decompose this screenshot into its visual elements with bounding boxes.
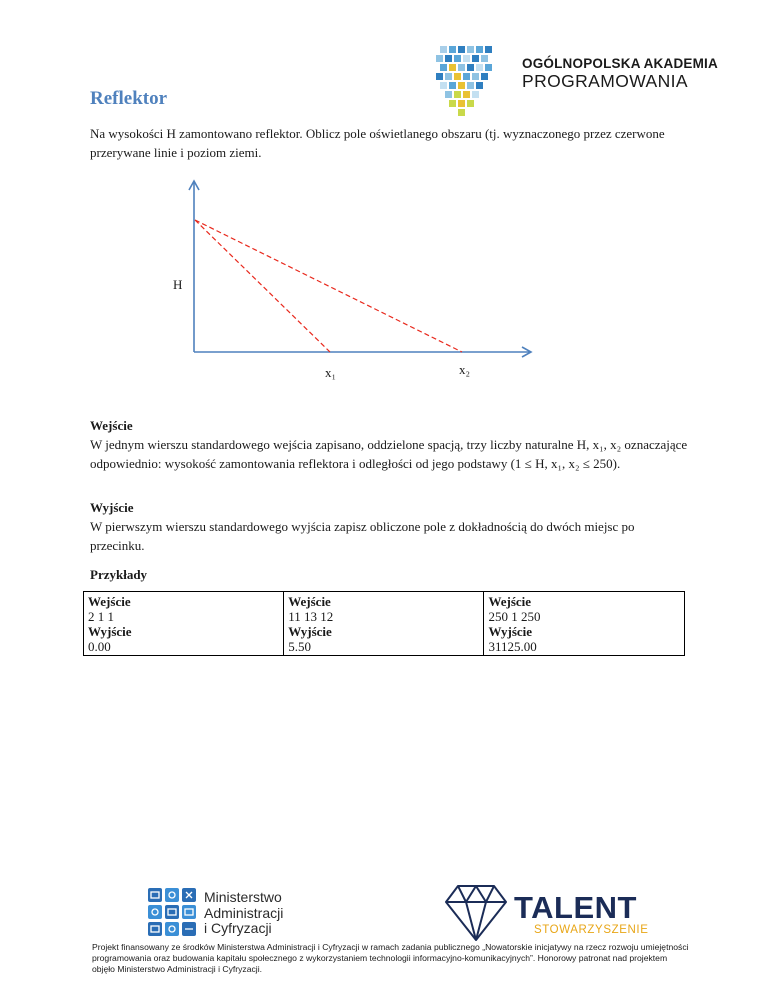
brand-line-1: OGÓLNOPOLSKA AKADEMIA <box>522 56 718 71</box>
example-cell <box>84 592 284 656</box>
example-output-value: 5.50 <box>288 639 311 654</box>
label-h: H <box>173 277 183 292</box>
example-input-label: Wejście <box>488 594 532 609</box>
input-heading: Wejście <box>90 418 133 433</box>
example-cell <box>484 592 685 656</box>
talent-logo <box>444 882 654 944</box>
page-title: Reflektor <box>90 88 168 109</box>
example-cell <box>284 592 484 656</box>
talent-association: STOWARZYSZENIE <box>534 924 649 936</box>
mosaic-logo-icon <box>436 44 496 116</box>
ministry-line: Ministerstwo <box>204 889 282 905</box>
light-line-x1 <box>195 220 330 352</box>
light-lines <box>195 220 462 352</box>
ministry-line: i Cyfryzacji <box>204 920 272 936</box>
axes <box>189 181 531 357</box>
ministry-line: Administracji <box>204 904 284 921</box>
input-description: W jednym wierszu standardowego wejścia zapisano, oddzielone spacją, trzy liczby naturalne H, x₁, x₂ oznaczające odpowiednio: wysokość zamontowania reflektora i odległości od jego podstawy (1 ≤ H, x₁, x₂ ≤ 250). <box>90 437 688 471</box>
example-output-label: Wyjście <box>288 624 332 639</box>
reflector-diagram <box>168 176 538 384</box>
funding-note: Projekt finansowany ze środków Ministerstwa Administracji i Cyfryzacji w ramach zadania publicznego „Nowatorskie inicjatywy na rzecz rozwoju umiejętności programowania oraz budowania kapitału społecznego z wykorzystaniem technologii informacyjno-komunikacyjnych”. Honorowy patronat nad projektem objęło Ministerstwo Administracji i Cyfryzacji. <box>92 942 689 974</box>
examples-heading: Przykłady <box>90 567 148 582</box>
talent-name: TALENT <box>514 890 637 925</box>
example-input-value: 250 1 250 <box>488 609 541 624</box>
akademia-logo <box>436 44 718 116</box>
example-input-label: Wejście <box>288 594 331 609</box>
label-x2: x₂ <box>459 362 471 377</box>
example-input-value: 2 1 1 <box>88 609 114 624</box>
example-output-label: Wyjście <box>88 624 132 639</box>
example-input-label: Wejście <box>88 594 131 609</box>
ministry-name <box>204 890 283 937</box>
example-output-value: 31125.00 <box>488 639 537 654</box>
output-heading: Wyjście <box>90 500 134 515</box>
brand-line-2: PROGRAMOWANIA <box>522 71 688 91</box>
examples-table <box>83 591 685 656</box>
ministry-grid-icon <box>148 888 196 938</box>
label-x1: x₁ <box>325 365 337 380</box>
example-output-value: 0.00 <box>88 639 111 654</box>
output-description: W pierwszym wierszu standardowego wyjścia zapisz obliczone pole z dokładnością do dwóch miejsc po przecinku. <box>90 519 635 553</box>
light-line-x2 <box>195 220 462 352</box>
examples-row <box>84 592 685 656</box>
intro-text: Na wysokości H zamontowano reflektor. Oblicz pole oświetlanego obszaru (tj. wyznaczonego przez czerwone przerywane linie i poziom ziemi. <box>90 126 665 160</box>
ministry-logo <box>148 888 298 944</box>
example-output-label: Wyjście <box>488 624 533 639</box>
example-input-value: 11 13 12 <box>288 609 334 624</box>
diamond-icon <box>444 882 508 942</box>
